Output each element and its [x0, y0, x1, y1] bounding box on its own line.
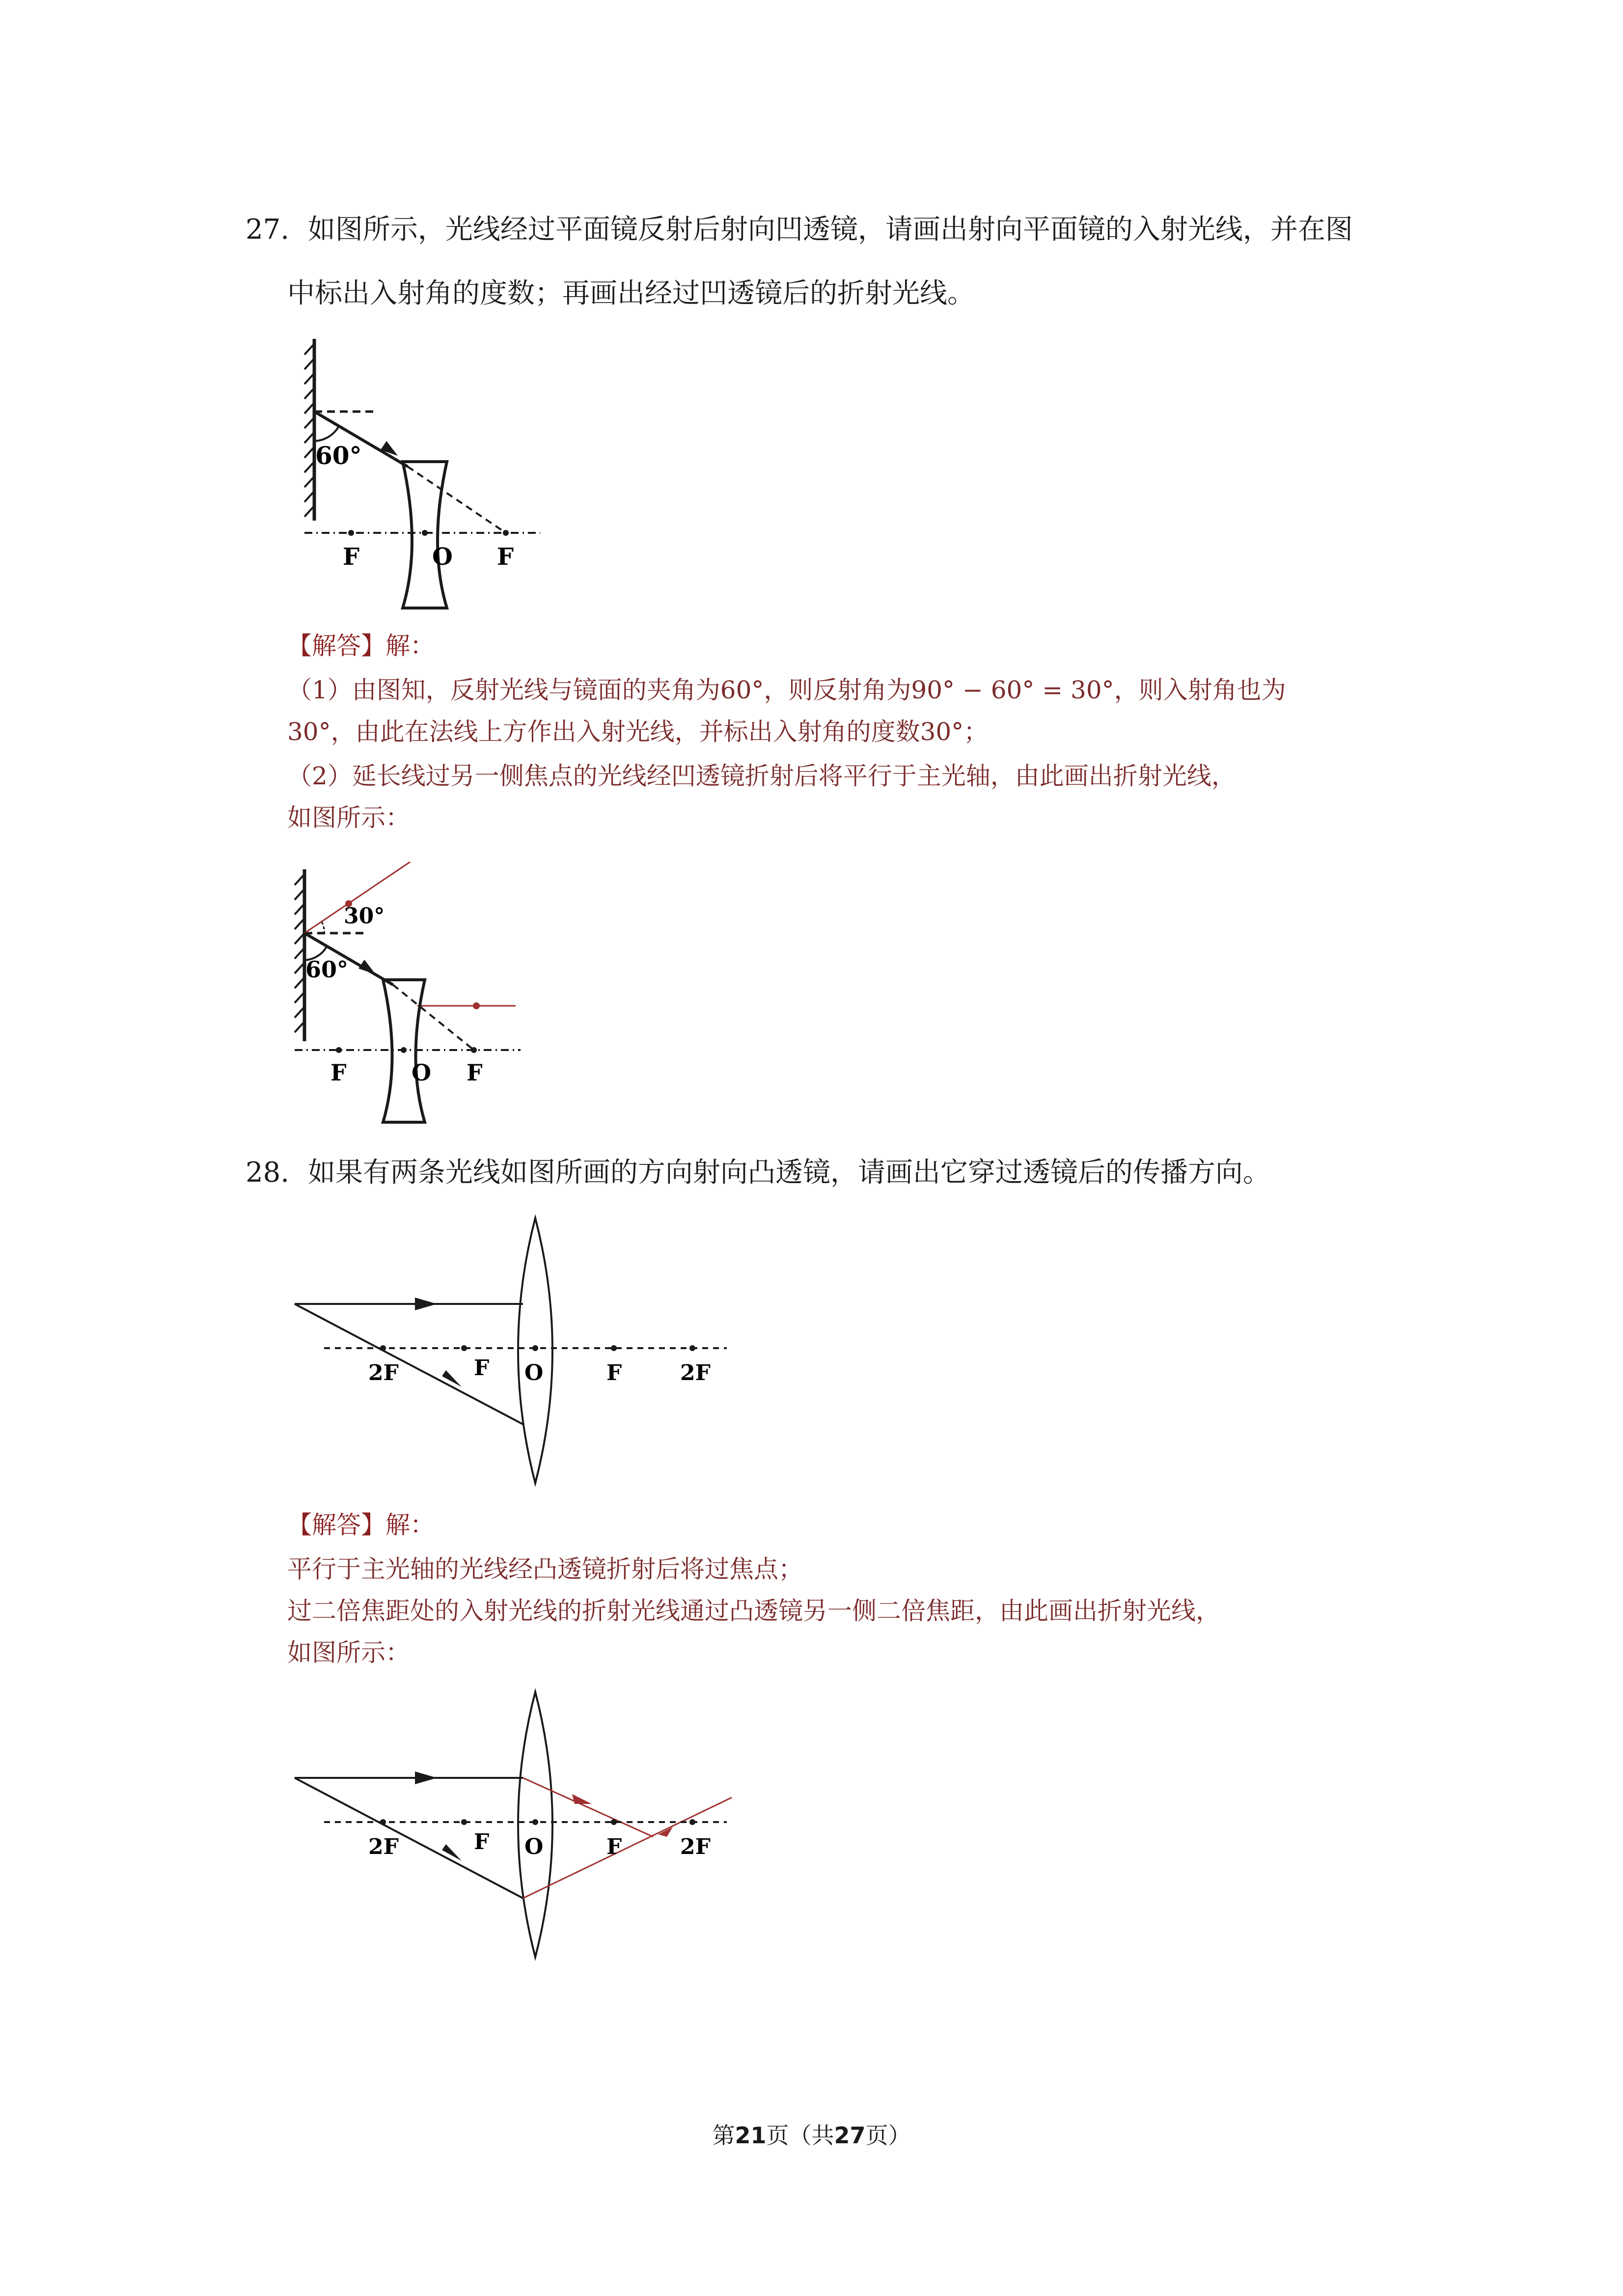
- q28-answer-line1: 平行于主光轴的光线经凸透镜折射后将过焦点；: [287, 1555, 803, 1583]
- optical-center-point: [422, 530, 428, 536]
- left-2f-point: [380, 1345, 386, 1351]
- page-footer: [0, 2118, 1623, 2150]
- footer-prefix: 第: [712, 2122, 735, 2149]
- ray-extension: [393, 985, 474, 1050]
- angle-label: 60°: [305, 956, 349, 983]
- focus-left-point: [336, 1047, 342, 1053]
- q28-answer-line3: 如图所示：: [287, 1638, 410, 1667]
- q27-answer-header: 【解答】解：: [287, 632, 435, 660]
- q27-figure: [285, 324, 560, 619]
- q27-answer-p1-line1: （1）由图知，反射光线与镜面的夹角为60°，则反射角为90° − 60° = 30°，则入射角也为: [287, 676, 1286, 704]
- right-f-point: [611, 1819, 617, 1825]
- footer-middle: 页（共: [766, 2122, 834, 2149]
- refracted-ray-arrow: [473, 1002, 480, 1009]
- footer-suffix: 页）: [865, 2122, 911, 2149]
- optical-center-label: O: [524, 1360, 544, 1385]
- optical-center-label: O: [412, 1059, 432, 1086]
- q27-answer-p1-line2: 30°，由此在法线上方作出入射光线，并标出入射角的度数30°；: [287, 718, 989, 746]
- q28-number: 28.: [246, 1157, 290, 1189]
- ray-parallel-arrow: [415, 1298, 437, 1310]
- left-f-point: [461, 1345, 467, 1351]
- optical-center-point: [532, 1345, 538, 1351]
- focus-right-label: F: [467, 1059, 483, 1086]
- footer-total-pages: 27: [834, 2122, 866, 2149]
- ray-through-2f-arrow: [442, 1844, 462, 1861]
- left-f-label: F: [474, 1355, 490, 1381]
- q27-text-line1: [246, 216, 1353, 244]
- focus-right-point: [503, 530, 509, 536]
- right-2f-label: 2F: [680, 1834, 711, 1859]
- left-2f-point: [380, 1819, 386, 1825]
- focus-left-point: [348, 530, 354, 536]
- q27-number: 27.: [246, 214, 290, 246]
- q27-answer-p2-line1: （2）延长线过另一侧焦点的光线经凹透镜折射后将平行于主光轴，由此画出折射光线，: [287, 762, 1236, 790]
- q28-answer-line2: 过二倍焦距处的入射光线的折射光线通过凸透镜另一侧二倍焦距，由此画出折射光线，: [287, 1597, 1220, 1625]
- q28-line1: 如果有两条光线如图所画的方向射向凸透镜，请画出它穿过透镜后的传播方向。: [307, 1157, 1270, 1189]
- right-2f-point: [689, 1345, 695, 1351]
- refracted-ray-through-f-arrow: [572, 1794, 592, 1804]
- left-f-label: F: [474, 1829, 490, 1854]
- q27-line1: 如图所示，光线经过平面镜反射后射向凹透镜，请画出射向平面镜的入射光线，并在图: [307, 214, 1353, 246]
- q28-answer-figure: [290, 1687, 742, 1962]
- right-2f-point: [689, 1819, 695, 1825]
- left-2f-label: 2F: [368, 1360, 399, 1385]
- q27-answer-p2-line2: 如图所示：: [287, 803, 410, 832]
- focus-left-label: F: [330, 1059, 347, 1086]
- left-f-point: [461, 1819, 467, 1825]
- right-f-point: [611, 1345, 617, 1351]
- optical-center-label: O: [432, 543, 453, 571]
- focus-left-label: F: [343, 543, 360, 571]
- arrow-head: [358, 960, 376, 974]
- ray-through-2f-arrow: [442, 1370, 462, 1387]
- left-2f-label: 2F: [368, 1834, 399, 1859]
- angle-arc-30: [322, 922, 324, 933]
- ray-extension: [408, 467, 506, 533]
- angle-arc: [314, 426, 339, 441]
- angle-in-label: 30°: [344, 904, 385, 929]
- focus-right-label: F: [497, 543, 514, 571]
- q28-answer-header: 【解答】解：: [287, 1511, 435, 1539]
- right-2f-label: 2F: [680, 1360, 711, 1385]
- right-f-label: F: [606, 1834, 622, 1859]
- ray-parallel-arrow: [415, 1771, 437, 1784]
- footer-page-number: 21: [735, 2122, 767, 2149]
- optical-center-label: O: [524, 1834, 544, 1859]
- q27-text-line2: 中标出入射角的度数；再画出经过凹透镜后的折射光线。: [287, 277, 975, 309]
- refracted-ray-through-f: [523, 1778, 653, 1837]
- q27-answer-figure: [275, 855, 550, 1120]
- q28-text-line1: [246, 1159, 1270, 1187]
- angle-label: 60°: [315, 441, 362, 470]
- focus-right-point: [471, 1047, 477, 1053]
- optical-center-point: [401, 1047, 407, 1053]
- right-f-label: F: [606, 1360, 622, 1385]
- optical-center-point: [532, 1819, 538, 1825]
- q28-figure: [290, 1213, 742, 1488]
